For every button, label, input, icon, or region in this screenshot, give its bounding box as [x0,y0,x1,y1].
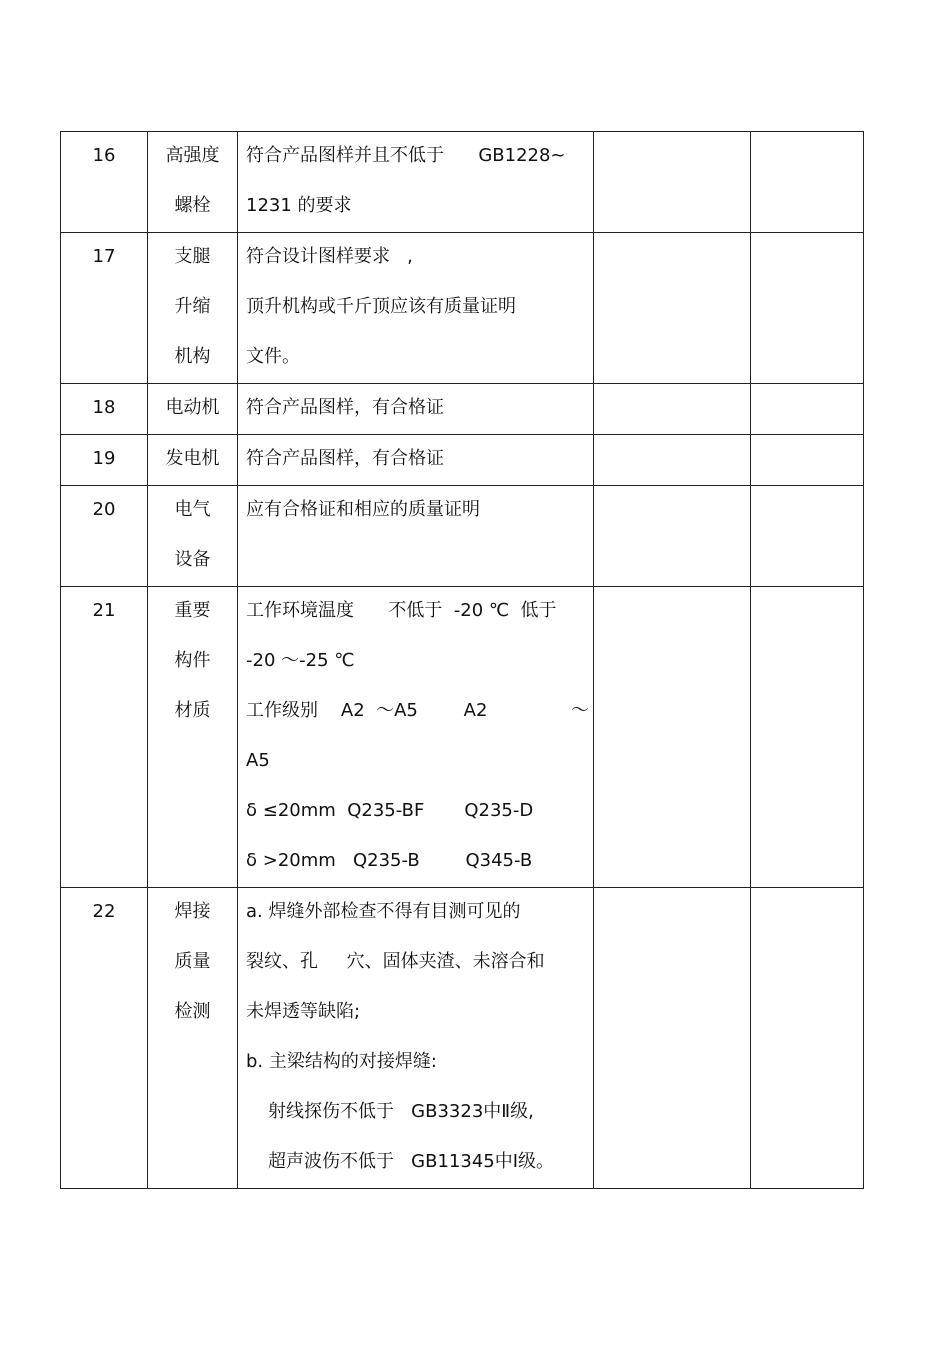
item-name: 升缩 [174,296,211,317]
item-name: 支腿 [174,246,211,267]
result-cell [594,233,751,384]
item-name: 质量 [174,951,211,972]
remark-cell [751,587,864,888]
item-number: 22 [92,901,116,922]
requirement-text: A5 [246,750,270,771]
requirement-text [246,536,589,586]
remark-cell [751,888,864,1189]
requirement-text: 超声波伤不低于 GB11345中Ⅰ级。 [268,1151,555,1172]
requirement-text: 未焊透等缺陷; [246,1001,361,1022]
requirement-text: 1231 的要求 [246,195,352,216]
requirement-text: 裂纹、孔 穴、固体夹渣、未溶合和 [246,951,545,972]
item-name: 构件 [174,650,211,671]
item-name: 焊接 [174,901,211,922]
result-cell [594,132,751,233]
item-number: 16 [92,145,116,166]
requirement-text: 符合产品图样并且不低于 GB1228~ [246,145,566,166]
requirement-text: b. 主梁结构的对接焊缝: [246,1051,437,1072]
result-cell [594,435,751,486]
result-cell [594,486,751,587]
result-cell [594,888,751,1189]
table-row [61,132,864,233]
remark-cell [751,435,864,486]
requirement-text: 符合产品图样，有合格证 [246,448,444,469]
requirement-text: 应有合格证和相应的质量证明 [246,499,480,520]
item-number: 18 [92,397,116,418]
item-name: 螺栓 [174,195,211,216]
item-name: 发电机 [165,448,220,469]
table-row [61,384,864,435]
requirement-text: 顶升机构或千斤顶应该有质量证明 [246,296,516,317]
requirement-text: -20 ～-25 ℃ [246,650,355,671]
requirement-text: ～ [571,700,589,721]
remark-cell [751,233,864,384]
requirement-line [246,687,589,737]
requirement-text: 工作级别 A2 ～A5 A2 [246,700,488,721]
remark-cell [751,486,864,587]
requirement-text: δ ≤20mm Q235-BF Q235-D [246,800,534,821]
item-name: 材质 [174,700,211,721]
item-number: 21 [92,600,116,621]
item-name: 电气 [174,499,211,520]
inspection-table [60,131,864,1189]
item-name: 机构 [174,346,211,367]
table-row [61,233,864,384]
item-name: 高强度 [165,145,220,166]
requirement-text: δ >20mm Q235-B Q345-B [246,850,533,871]
item-name: 检测 [174,1001,211,1022]
requirement-text: 射线探伤不低于 GB3323中Ⅱ级, [268,1101,534,1122]
table-row [61,486,864,587]
remark-cell [751,132,864,233]
item-number: 20 [92,499,116,520]
requirement-text: a. 焊缝外部检查不得有目测可见的 [246,901,521,922]
remark-cell [751,384,864,435]
requirement-text: 符合产品图样，有合格证 [246,397,444,418]
requirement-text: 文件。 [246,346,300,367]
item-number: 19 [92,448,116,469]
item-name: 电动机 [165,397,220,418]
item-name: 设备 [174,549,211,570]
item-name: 重要 [174,600,211,621]
table-row [61,587,864,888]
result-cell [594,587,751,888]
requirement-text: 工作环境温度 不低于 -20 ℃ 低于 [246,600,557,621]
table-row [61,888,864,1189]
item-number: 17 [92,246,116,267]
table-row [61,435,864,486]
result-cell [594,384,751,435]
requirement-text: 符合设计图样要求 , [246,246,413,267]
